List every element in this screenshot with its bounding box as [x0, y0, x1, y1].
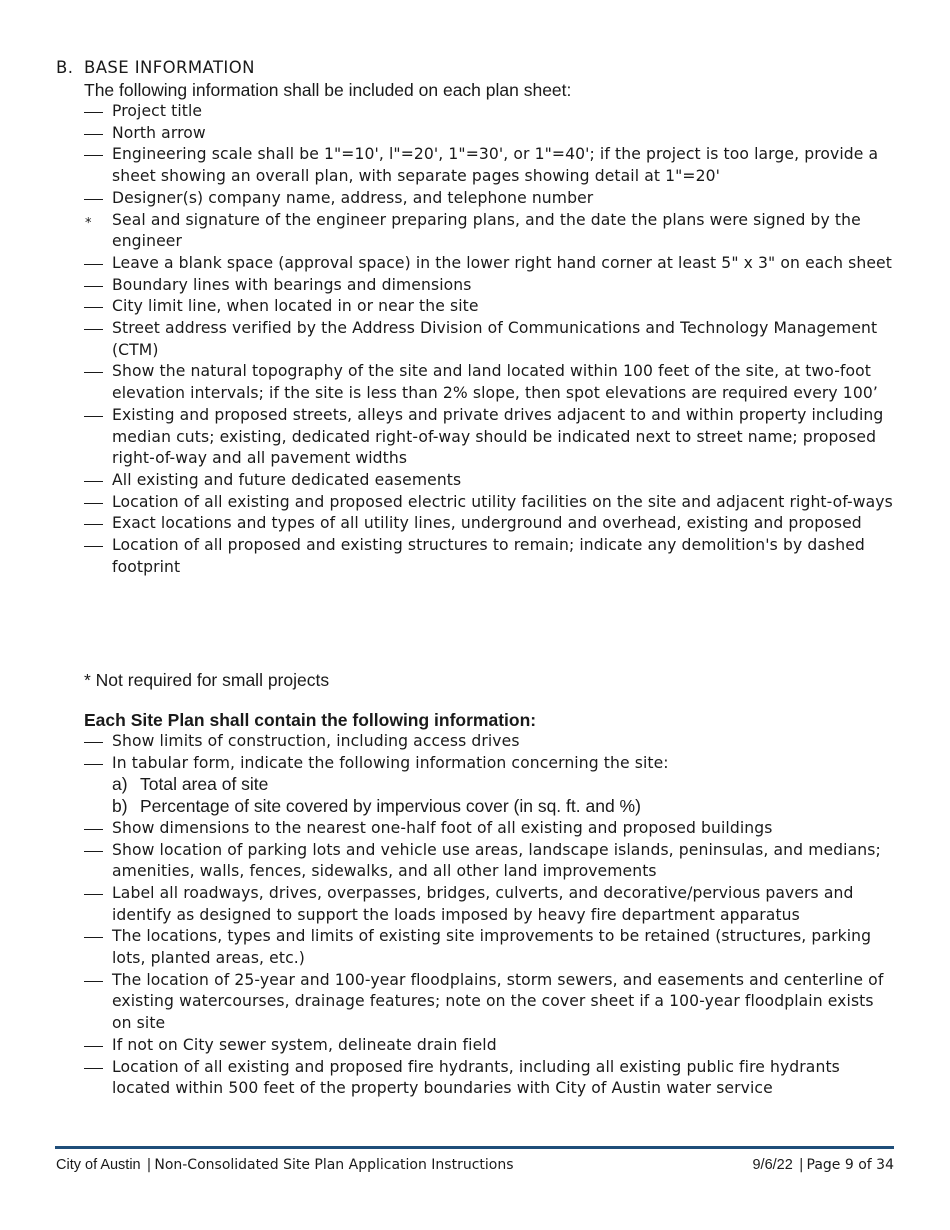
- list-item: [84, 123, 896, 145]
- list-item-text: In tabular form, indicate the following information concerning the site:: [112, 753, 669, 772]
- list-item: [84, 405, 896, 470]
- list-item: [84, 883, 896, 926]
- list-item: [84, 1035, 896, 1057]
- plan-sheet-requirements-list: [84, 101, 896, 578]
- footer-rule: [55, 1146, 894, 1149]
- list-item-text: Seal and signature of the engineer preparing plans, and the date the plans were signed by the engineer: [112, 210, 861, 251]
- list-item-text: Location of all existing and proposed fire hydrants, including all existing public fire hydrants located within 500 feet of the property boundaries with City of Austin water service: [112, 1057, 840, 1098]
- list-item-text: If not on City sewer system, delineate drain field: [112, 1035, 497, 1054]
- sub-list-label: a): [112, 774, 128, 795]
- list-item-text: Show dimensions to the nearest one-half foot of all existing and proposed buildings: [112, 818, 773, 837]
- list-item-text: Street address verified by the Address Division of Communications and Technology Management (CTM): [112, 319, 878, 359]
- list-item: [84, 188, 896, 210]
- sub-list-text: Total area of site: [140, 774, 269, 795]
- list-item: [84, 535, 896, 578]
- list-item-text: Engineering scale shall be 1"=10', l"=20', 1"=30', or 1"=40'; if the project is too large, provide a sheet showing an overall plan, with separate pages showing detail at 1"=20': [112, 145, 879, 186]
- footer-page-number: Page 9 of 34: [806, 1157, 894, 1173]
- list-item-text: Leave a blank space (approval space) in the lower right hand corner at least 5" x 3" on each sheet: [112, 253, 892, 272]
- list-item: [84, 1057, 896, 1100]
- section-title: BASE INFORMATION: [84, 58, 255, 77]
- list-item: [84, 492, 896, 514]
- list-item-text: Designer(s) company name, address, and telephone number: [112, 188, 594, 207]
- list-item-text: All existing and future dedicated easements: [112, 470, 462, 489]
- list-item: [84, 818, 896, 840]
- list-item-text: Show limits of construction, including access drives: [112, 732, 520, 750]
- list-item: [84, 275, 896, 297]
- list-item: [84, 513, 896, 535]
- sub-list-item: [84, 796, 896, 818]
- site-plan-heading: Each Site Plan shall contain the following information:: [84, 710, 537, 730]
- list-item: [84, 101, 896, 123]
- sub-list-item: [84, 774, 896, 796]
- list-item: [84, 470, 896, 492]
- list-item-text: Location of all existing and proposed electric utility facilities on the site and adjacent right-of-ways: [112, 492, 893, 511]
- list-item: [84, 253, 896, 275]
- section-number: B.: [56, 58, 74, 77]
- footer-separator: |: [146, 1157, 152, 1173]
- site-plan-requirements-list: [84, 731, 896, 1100]
- footer-left: [56, 1155, 514, 1175]
- list-item: [84, 318, 896, 361]
- sub-list-text: Percentage of site covered by impervious cover (in sq. ft. and %): [140, 796, 641, 817]
- sub-list-label: b): [112, 796, 128, 817]
- list-item-text: Label all roadways, drives, overpasses, bridges, culverts, and decorative/pervious pavers and identify as designed to support the loads imposed by heavy fire department apparatus: [112, 883, 854, 924]
- list-item-text: Exact locations and types of all utility lines, underground and overhead, existing and proposed: [112, 514, 862, 533]
- list-item: [84, 970, 896, 1035]
- list-item: [84, 731, 896, 753]
- list-item: [84, 210, 896, 253]
- list-item: [84, 926, 896, 969]
- section-heading: [56, 57, 255, 79]
- list-item: [84, 753, 896, 818]
- footer-right: [752, 1155, 894, 1175]
- list-item-text: Existing and proposed streets, alleys and private drives adjacent to and within property including median cuts; existing, dedicated right-of-way should be indicated next to street name; proposed right-of-way and all pavement widths: [112, 405, 884, 468]
- list-item-text: Show location of parking lots and vehicle use areas, landscape islands, peninsulas, and medians; amenities, walls, fences, sidewalks, and all other land improvements: [112, 840, 881, 881]
- list-item-text: The locations, types and limits of existing site improvements to be retained (structures, parking lots, planted areas, etc.): [112, 927, 872, 968]
- asterisk-marker: *: [85, 215, 92, 231]
- list-item-text: Show the natural topography of the site and land located within 100 feet of the site, at two-foot elevation intervals; if the site is less than 2% slope, then spot elevations are required every 100’: [112, 362, 878, 403]
- list-item: [84, 840, 896, 883]
- list-item: [84, 296, 896, 318]
- sub-list: [112, 774, 896, 817]
- section-intro: The following information shall be included on each plan sheet:: [84, 80, 572, 100]
- list-item: [84, 361, 896, 404]
- list-item-text: Project title: [112, 102, 203, 120]
- footnote: * Not required for small projects: [84, 670, 330, 690]
- list-item-text: North arrow: [112, 123, 206, 142]
- list-item-text: Boundary lines with bearings and dimensions: [112, 275, 472, 294]
- footer-organization: City of Austin: [56, 1157, 141, 1173]
- footer-document-title: Non-Consolidated Site Plan Application Instructions: [154, 1157, 514, 1173]
- footer-date: 9/6/22: [752, 1157, 793, 1173]
- list-item: [84, 144, 896, 187]
- list-item-text: Location of all proposed and existing structures to remain; indicate any demolition's by dashed footprint: [112, 536, 865, 576]
- list-item-text: The location of 25-year and 100-year floodplains, storm sewers, and easements and centerline of existing watercourses, drainage features; note on the cover sheet if a 100-year floodplain exists on site: [112, 970, 884, 1033]
- footer-separator-right: |: [798, 1157, 804, 1173]
- list-item-text: City limit line, when located in or near the site: [112, 297, 479, 316]
